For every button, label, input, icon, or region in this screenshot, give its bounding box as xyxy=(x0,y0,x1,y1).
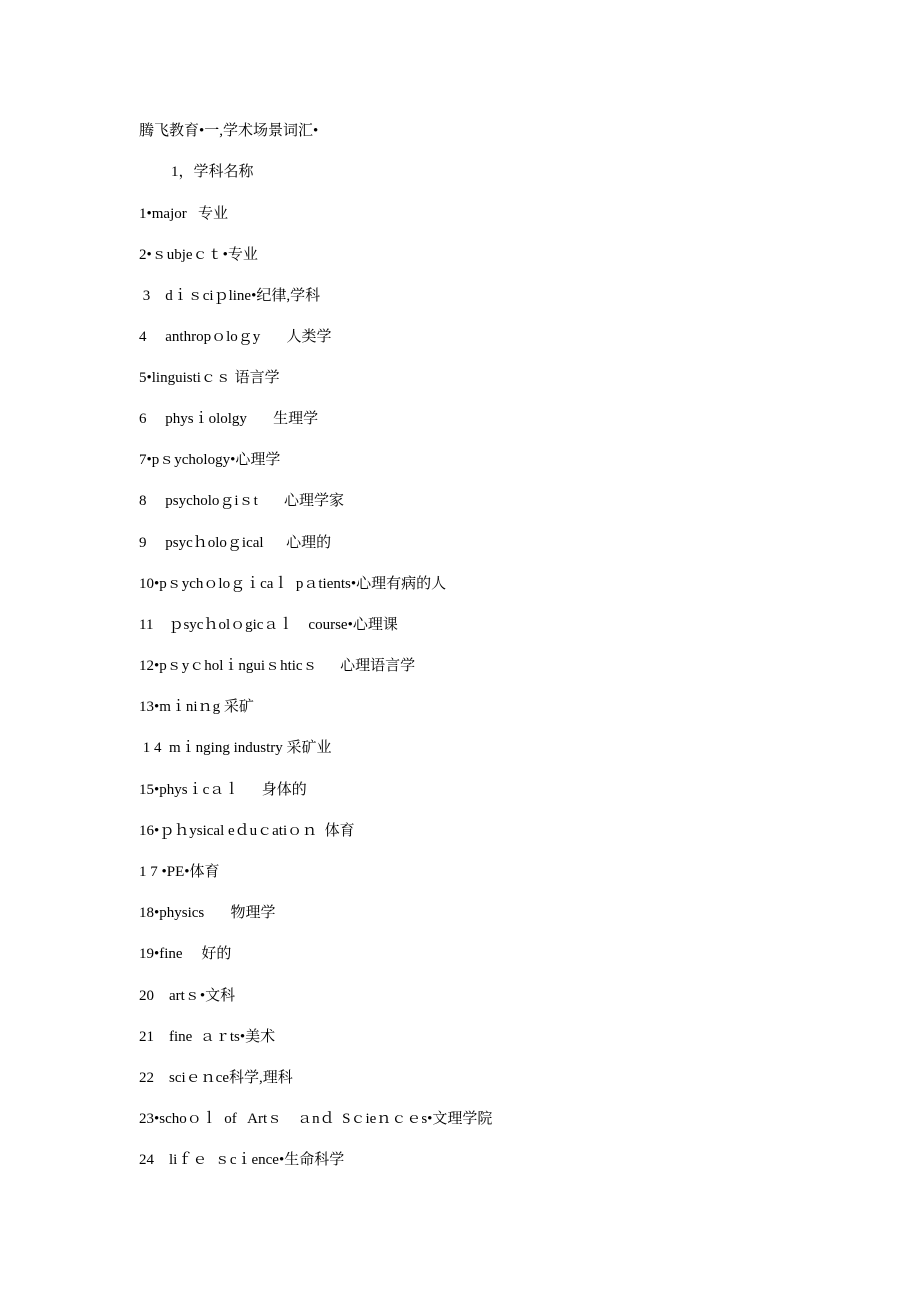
vocab-entry: 21 fine ａｒts•美术 xyxy=(139,1029,276,1045)
document-heading: 腾飞教育•一,学术场景词汇• xyxy=(139,123,319,139)
vocab-entry: 9 psycｈoloｇical 心理的 xyxy=(139,535,332,551)
vocab-entry: 3 dｉｓciｐline•纪律,学科 xyxy=(139,288,321,304)
vocab-entry: 13•mｉniｎg 采矿 xyxy=(139,699,254,715)
vocab-entry: 15•physｉcａｌ 身体的 xyxy=(139,782,307,798)
vocab-entry: 19•fine 好的 xyxy=(139,946,232,962)
vocab-entry: 1 7 •PE•体育 xyxy=(139,864,220,880)
vocab-entry: 2•ｓubjeｃｔ•专业 xyxy=(139,247,258,263)
vocab-entry: 11 ｐsycｈolｏgicａｌ course•心理课 xyxy=(139,617,398,633)
vocab-entry: 16•ｐｈysical eｄuｃatiｏｎ 体育 xyxy=(139,823,355,839)
vocab-entry: 4 anthropｏloｇy 人类学 xyxy=(139,329,332,345)
vocab-entry: 6 physｉololgy 生理学 xyxy=(139,411,319,427)
vocab-entry: 10•pｓychｏloｇｉcaｌ pａtients•心理有病的人 xyxy=(139,576,447,592)
vocab-entry: 18•physics 物理学 xyxy=(139,905,276,921)
vocab-entry: 7•pｓychology•心理学 xyxy=(139,452,281,468)
vocab-entry: 5•linguistiｃｓ 语言学 xyxy=(139,370,280,386)
vocab-entry: 24 liｆｅ ｓcｉence•生命科学 xyxy=(139,1152,345,1168)
vocab-entry: 22 sciｅｎce科学,理科 xyxy=(139,1070,293,1086)
vocab-entry: 1•major 专业 xyxy=(139,206,228,222)
vocab-entry: 1 4 mｉnging industry 采矿业 xyxy=(139,740,332,756)
section-title: 1，学科名称 xyxy=(171,164,254,180)
vocab-entry: 8 psycholoｇiｓt 心理学家 xyxy=(139,493,344,509)
vocab-entry: 12•pｓyｃholｉnguiｓhticｓ 心理语言学 xyxy=(139,658,416,674)
vocab-entry: 23•schoｏｌ of Artｓ ａnｄ Sｃieｎｃｅs•文理学院 xyxy=(139,1111,493,1127)
vocab-entry: 20 artｓ•文科 xyxy=(139,988,236,1004)
